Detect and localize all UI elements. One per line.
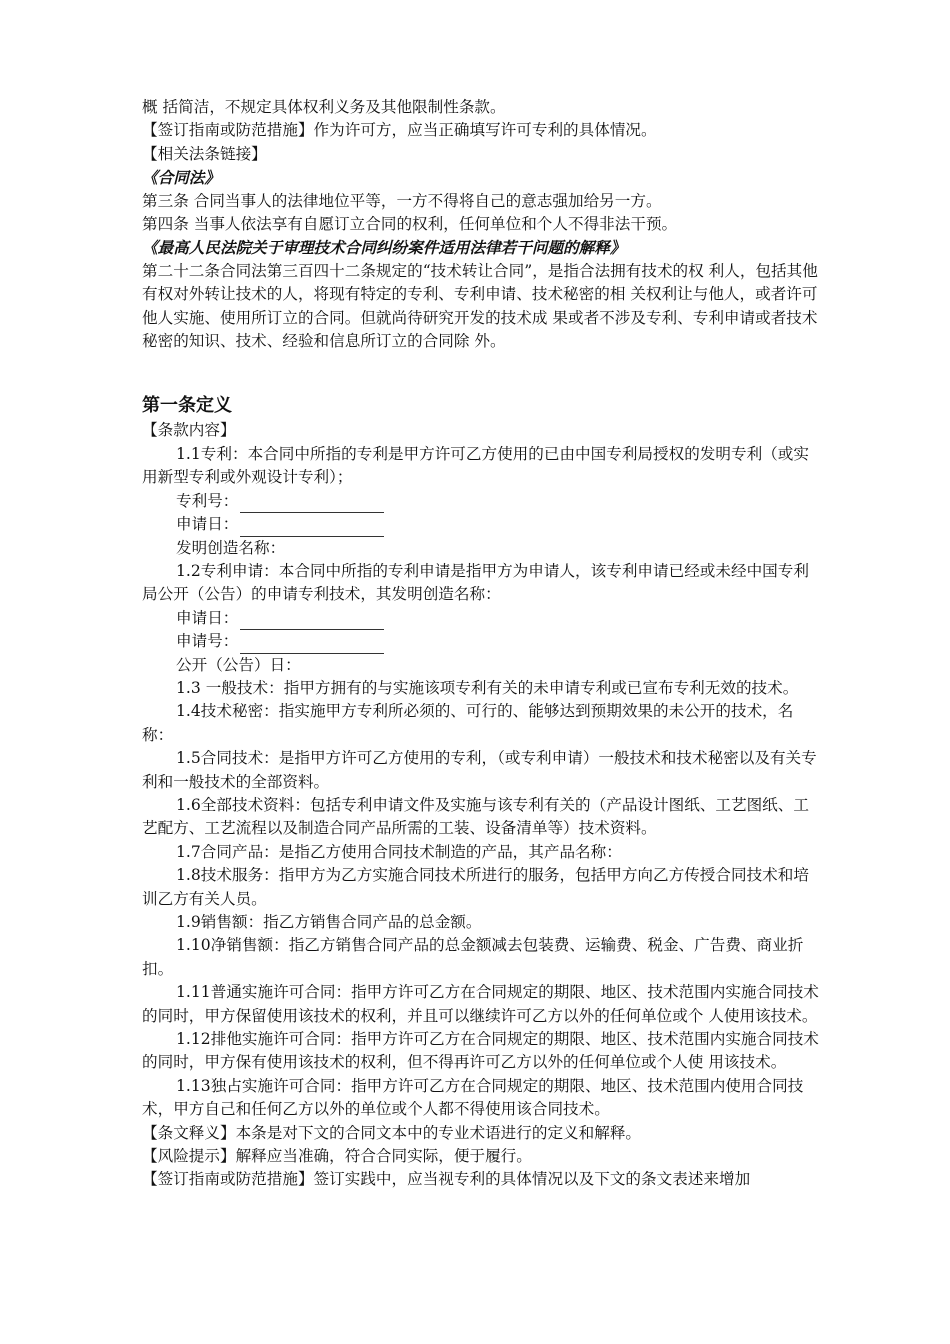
definition-1-9: 1.9销售额：指乙方销售合同产品的总金额。 — [176, 913, 482, 931]
invention-name-label: 发明创造名称： — [176, 538, 286, 557]
intro-line-1: 概 括简洁，不规定具体权利义务及其他限制性条款。 — [142, 98, 506, 116]
definition-1-10: 1.10净销售额：指乙方销售合同产品的总金额减去包装费、运输费、税金、广告费、商业折扣。 — [142, 936, 804, 978]
note-interpretation: 【条文释义】本条是对下文的合同文本中的专业术语进行的定义和解释。 — [142, 1123, 642, 1142]
document-page — [142, 96, 822, 1192]
definition-1-7: 1.7合同产品：是指乙方使用合同技术制造的产品，其产品名称： — [176, 842, 622, 861]
definition-1-8: 1.8技术服务：指甲方为乙方实施合同技术所进行的服务，包括甲方向乙方传授合同技术和培训乙方有关人员。 — [142, 866, 809, 908]
definition-1-1: 1.1专利：本合同中所指的专利是甲方许可乙方使用的已由中国专利局授权的发明专利（或实用新型专利或外观设计专利）； — [142, 444, 809, 487]
application-date-label: 申请日： — [176, 515, 239, 534]
note-risk: 【风险提示】解释应当准确，符合合同实际，便于履行。 — [142, 1147, 532, 1166]
law1-article-3: 第三条 合同当事人的法律地位平等，一方不得将自己的意志强加给另一方。 — [142, 191, 662, 210]
law2-text: 第二十二条合同法第三百四十二条规定的“技术转让合同”，是指合法拥有技术的权 利人，包括其他有权对外转让技术的人，将现有特定的专利、专利申请、技术秘密的相 关权利让与他人，或者许可他人实施、使用所订立的合同。但就尚待研究开发的技术成 果或者不涉及专利、专利申请或者技术秘密的知识、技术、经验和信息所订立的合同除 外。 — [142, 261, 818, 351]
patent-number-blank — [240, 496, 384, 513]
definition-1-6: 1.6全部技术资料：包括专利申请文件及实施与该专利有关的（产品设计图纸、工艺图纸、工艺配方、工艺流程以及制造合同产品所需的工装、设备清单等）技术资料。 — [142, 795, 809, 838]
application-date-2-label: 申请日： — [176, 608, 239, 627]
definition-1-4: 1.4技术秘密：指实施甲方专利所必须的、可行的、能够达到预期效果的未公开的技术，名称： — [142, 702, 794, 744]
definition-1-5: 1.5合同技术：是指甲方许可乙方使用的专利，（或专利申请）一般技术和技术秘密以及有关专利和一般技术的全部资料。 — [142, 749, 817, 791]
definition-1-12: 1.12排他实施许可合同：指甲方许可乙方在合同规定的期限、地区、技术范围内实施合同技术的同时，甲方保有使用该技术的权利，但不得再许可乙方以外的任何单位或个人使 用该技术。 — [142, 1030, 819, 1072]
application-date-2-blank — [240, 613, 384, 630]
law2-title: 《最高人民法院关于审理技术合同纠纷案件适用法律若干问题的解释》 — [142, 238, 626, 258]
intro-line-2: 【签订指南或防范措施】作为许可方，应当正确填写许可专利的具体情况。 — [142, 121, 657, 140]
clause-label: 【条款内容】 — [142, 421, 236, 440]
patent-number-field — [142, 490, 822, 513]
application-date-field — [142, 513, 822, 536]
application-date-blank — [240, 520, 384, 537]
application-number-label: 申请号： — [176, 632, 239, 651]
application-number-field — [142, 630, 822, 653]
law1-article-4: 第四条 当事人依法享有自愿订立合同的权利，任何单位和个人不得非法干预。 — [142, 215, 678, 234]
patent-number-label: 专利号： — [176, 491, 239, 510]
application-number-blank — [240, 637, 384, 654]
definition-1-13: 1.13独占实施许可合同：指甲方许可乙方在合同规定的期限、地区、技术范围内使用合同技术，甲方自己和任何乙方以外的单位或个人都不得使用该合同技术。 — [142, 1076, 804, 1119]
publication-date-label: 公开（公告）日： — [176, 655, 301, 674]
definition-1-11: 1.11普通实施许可合同：指甲方许可乙方在合同规定的期限、地区、技术范围内实施合同技术的同时，甲方保留使用该技术的权利，并且可以继续许可乙方以外的任何单位或个 人使用该技术。 — [142, 983, 819, 1025]
note-signing-guide: 【签订指南或防范措施】签订实践中，应当视专利的具体情况以及下文的条文表述来增加 — [142, 1170, 751, 1189]
application-date-2-field — [142, 607, 822, 630]
definition-1-2: 1.2专利申请：本合同中所指的专利申请是指甲方为申请人，该专利申请已经或未经中国专利局公开（公告）的申请专利技术，其发明创造名称： — [142, 561, 809, 604]
definition-1-3: 1.3 一般技术：指甲方拥有的与实施该项专利有关的未申请专利或已宣布专利无效的技术。 — [176, 678, 799, 697]
law1-title: 《合同法》 — [142, 168, 220, 188]
section-title: 第一条定义 — [142, 395, 232, 417]
related-law-label: 【相关法条链接】 — [142, 144, 267, 163]
